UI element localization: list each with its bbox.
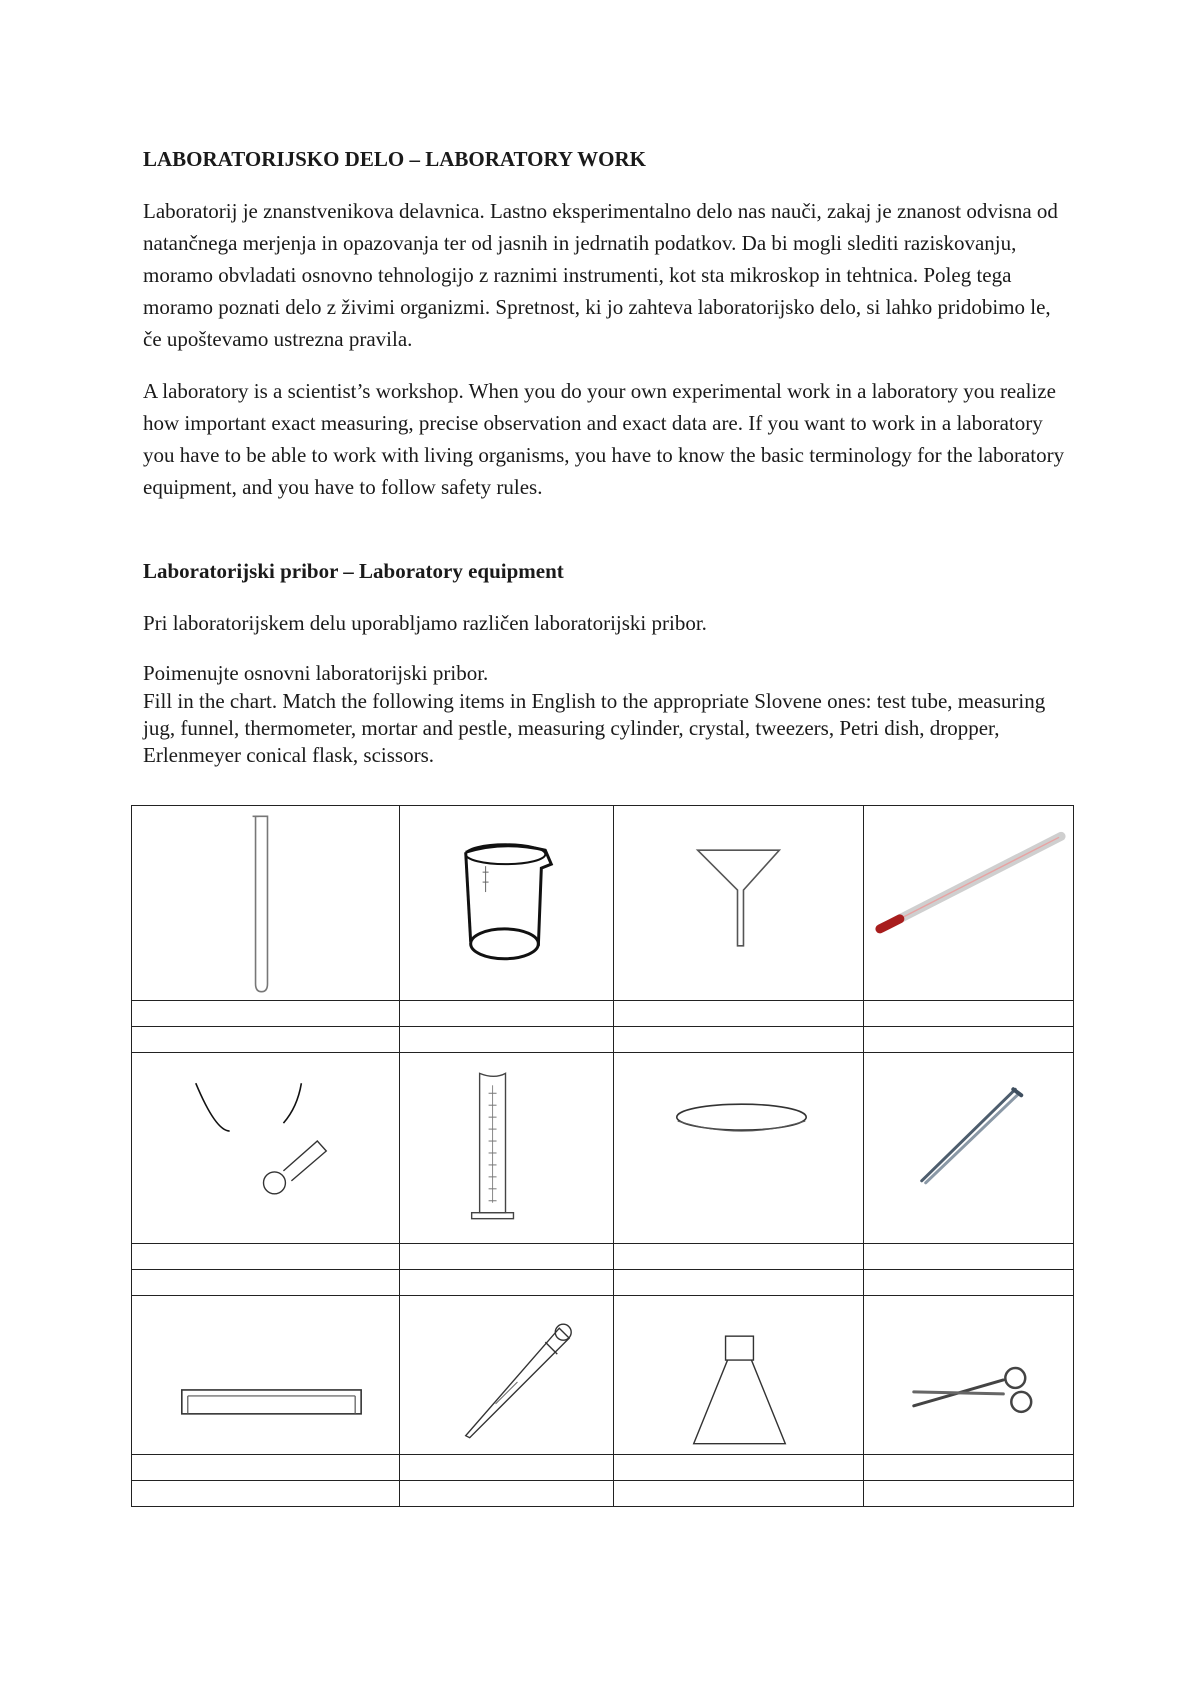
cell-mortar-and-pestle <box>132 1053 400 1244</box>
answer-cell[interactable] <box>132 1455 400 1481</box>
answer-cell[interactable] <box>132 1481 400 1507</box>
mortar-and-pestle-icon <box>132 1053 399 1243</box>
answer-cell[interactable] <box>400 1244 614 1270</box>
answer-cell[interactable] <box>614 1481 864 1507</box>
cell-petri-dish <box>614 1053 864 1244</box>
answer-cell[interactable] <box>132 1270 400 1296</box>
erlenmeyer-flask-icon <box>614 1296 863 1454</box>
image-row-3 <box>132 1296 1074 1455</box>
cell-measuring-jug <box>400 806 614 1001</box>
funnel-icon <box>614 806 863 1000</box>
answer-cell[interactable] <box>864 1027 1074 1053</box>
answer-row-3b <box>132 1481 1074 1507</box>
cell-funnel <box>614 806 864 1001</box>
instruction-slovene: Poimenujte osnovni laboratorijski pribor. <box>143 661 489 685</box>
page-title: LABORATORIJSKO DELO – LABORATORY WORK <box>143 147 646 171</box>
section-heading: Laboratorijski pribor – Laboratory equipment <box>143 559 564 583</box>
answer-cell[interactable] <box>400 1270 614 1296</box>
image-row-1 <box>132 806 1074 1001</box>
answer-cell[interactable] <box>614 1001 864 1027</box>
answer-row-2a <box>132 1244 1074 1270</box>
equipment-table <box>131 805 1074 1507</box>
cell-dropper <box>400 1296 614 1455</box>
instruction-english: Fill in the chart. Match the following items in English to the appropriate Slovene ones: test tube, measuring jug, funnel, thermometer, mortar and pestle, measuring cylinder, crystal, tweezers, Petri dish, dropper, Erlenmeyer conical flask, scissors. <box>143 689 1046 767</box>
intro-line: Pri laboratorijskem delu uporabljamo različen laboratorijski pribor. <box>143 611 707 635</box>
answer-row-3a <box>132 1455 1074 1481</box>
answer-cell[interactable] <box>400 1481 614 1507</box>
answer-cell[interactable] <box>614 1027 864 1053</box>
answer-cell[interactable] <box>864 1244 1074 1270</box>
image-row-2 <box>132 1053 1074 1244</box>
petri-dish-icon <box>614 1053 863 1243</box>
cell-scissors <box>864 1296 1074 1455</box>
dropper-icon <box>400 1296 613 1454</box>
answer-cell[interactable] <box>864 1270 1074 1296</box>
answer-cell[interactable] <box>132 1001 400 1027</box>
answer-cell[interactable] <box>614 1270 864 1296</box>
answer-row-2b <box>132 1270 1074 1296</box>
cell-measuring-cylinder <box>400 1053 614 1244</box>
cell-tweezers <box>864 1053 1074 1244</box>
answer-row-1a <box>132 1001 1074 1027</box>
tweezers-icon <box>864 1053 1073 1243</box>
cell-crystal <box>132 1296 400 1455</box>
cell-erlenmeyer-flask <box>614 1296 864 1455</box>
crystal-icon <box>132 1296 399 1454</box>
answer-cell[interactable] <box>132 1244 400 1270</box>
answer-cell[interactable] <box>614 1455 864 1481</box>
measuring-jug-icon <box>400 806 613 1000</box>
answer-cell[interactable] <box>400 1001 614 1027</box>
measuring-cylinder-icon <box>400 1053 613 1243</box>
answer-cell[interactable] <box>400 1455 614 1481</box>
answer-row-1b <box>132 1027 1074 1053</box>
test-tube-icon <box>132 806 399 1000</box>
paragraph-slovene: Laboratorij je znanstvenikova delavnica. Lastno eksperimentalno delo nas nauči, zakaj je znanost odvisna od natančnega merjenja in opazovanja ter od jasnih in jedrnatih podatkov. Da bi mogli slediti raziskovanju, moramo obvladati osnovno tehnologijo z raznimi instrumenti, kot sta mikroskop in tehtnica. Poleg tega moramo poznati delo z živimi organizmi. Spretnost, ki jo zahteva laboratorijsko delo, si lahko pridobimo le, če upoštevamo ustrezna pravila. <box>143 199 1058 351</box>
answer-cell[interactable] <box>864 1001 1074 1027</box>
cell-test-tube <box>132 806 400 1001</box>
answer-cell[interactable] <box>864 1481 1074 1507</box>
answer-cell[interactable] <box>614 1244 864 1270</box>
thermometer-icon <box>864 806 1073 1000</box>
answer-cell[interactable] <box>864 1455 1074 1481</box>
answer-cell[interactable] <box>400 1027 614 1053</box>
answer-cell[interactable] <box>132 1027 400 1053</box>
paragraph-english: A laboratory is a scientist’s workshop. When you do your own experimental work in a laboratory you realize how important exact measuring, precise observation and exact data are. If you want to work in a laboratory you have to be able to work with living organisms, you have to know the basic terminology for the laboratory equipment, and you have to follow safety rules. <box>143 379 1065 499</box>
cell-thermometer <box>864 806 1074 1001</box>
scissors-icon <box>864 1296 1073 1454</box>
